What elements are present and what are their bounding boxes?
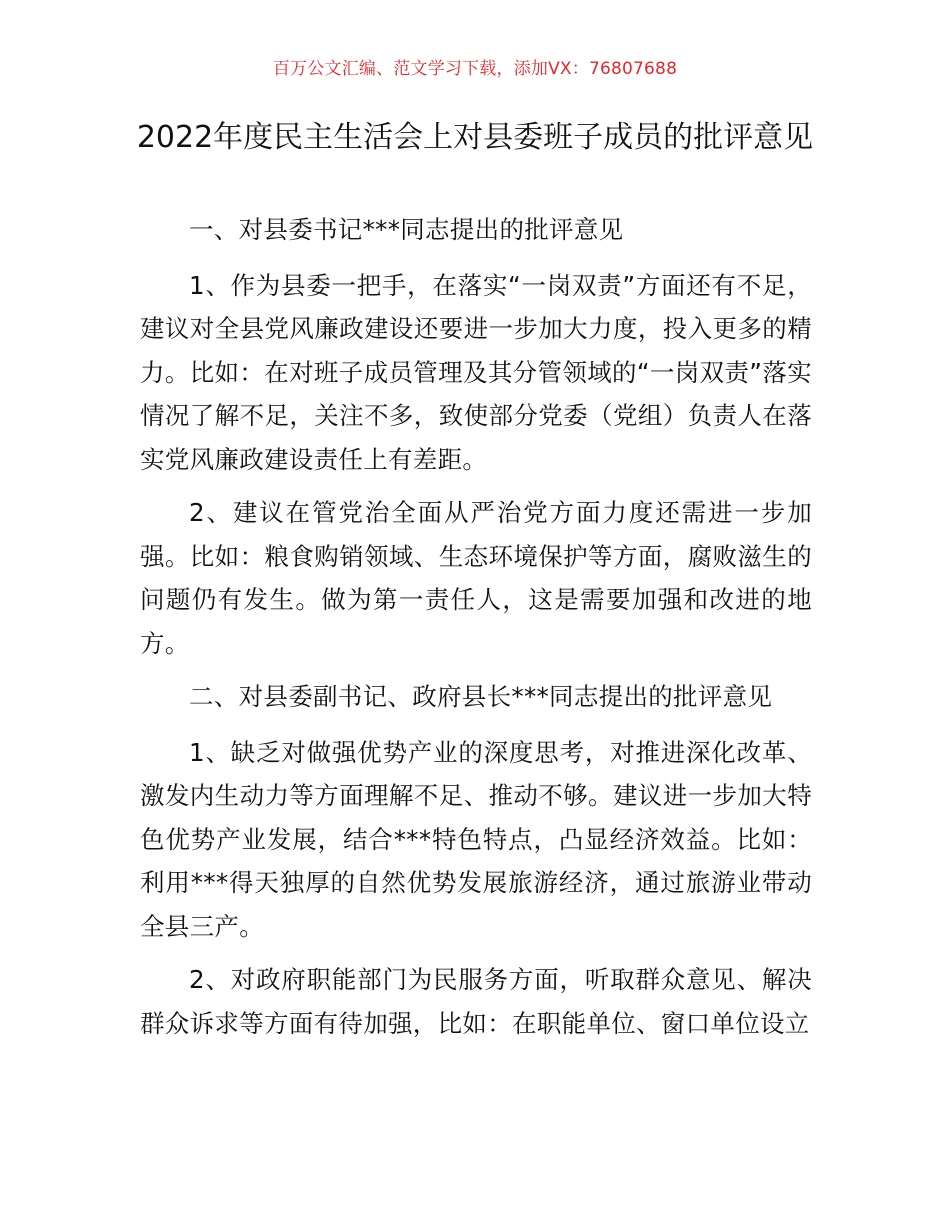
paragraph-1-2: 2、建议在管党治全面从严治党方面力度还需进一步加强。比如：粮食购销领域、生态环境保护等方面，腐败滋生的问题仍有发生。做为第一责任人，这是需要加强和改进的地方。 (140, 498, 812, 658)
paragraph-1-1: 1、作为县委一把手，在落实“一岗双责”方面还有不足，建议对全县党风廉政建设还要进一步加大力度，投入更多的精力。比如：在对班子成员管理及其分管领域的“一岗双责”落实情况了解不足，关注不多，致使部分党委（党组）负责人在落实党风廉政建设责任上有差距。 (140, 270, 812, 474)
promo-banner: 百万公文汇编、范文学习下载，添加VX：76807688 (272, 59, 678, 79)
paragraph-2-2: 2、对政府职能部门为民服务方面，听取群众意见、解决群众诉求等方面有待加强，比如：在职能单位、窗口单位设立 (140, 965, 812, 1038)
section-heading-1: 一、对县委书记***同志提出的批评意见 (189, 215, 624, 244)
document-title: 2022年度民主生活会上对县委班子成员的批评意见 (136, 120, 814, 155)
section-heading-2: 二、对县委副书记、政府县长***同志提出的批评意见 (189, 682, 773, 711)
document-body (140, 208, 812, 1055)
paragraph-2-1: 1、缺乏对做强优势产业的深度思考，对推进深化改革、激发内生动力等方面理解不足、推动不够。建议进一步加大特色优势产业发展，结合***特色特点，凸显经济效益。比如：利用***得天独厚的自然优势发展旅游经济，通过旅游业带动全县三产。 (140, 737, 812, 941)
